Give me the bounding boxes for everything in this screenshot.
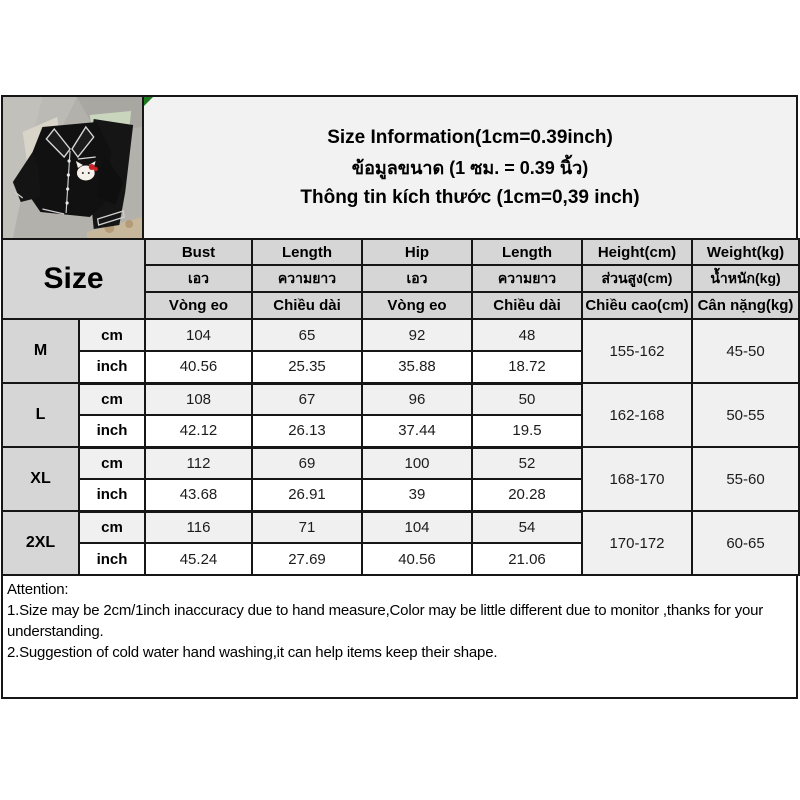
header-hip-th: เอว [362,265,472,292]
size-label-l: L [2,383,79,447]
title-vietnamese: Thông tin kích thước (1cm=0,39 inch) [300,186,640,208]
unit-label-cm: cm [79,319,145,351]
header-bust-vi: Vòng eo [145,292,252,319]
2xl-hip-inch: 40.56 [362,543,472,575]
row-m-cm [2,319,799,351]
2xl-bust-cm: 116 [145,511,252,543]
unit-label-inch: inch [79,415,145,447]
xl-bust-inch: 43.68 [145,479,252,511]
xl-length2-cm: 52 [472,447,582,479]
2xl-length-inch: 27.69 [252,543,362,575]
header-weight-vi: Cân nặng(kg) [692,292,799,319]
m-weight-range: 45-50 [692,319,799,383]
header-length-top-vi: Chiều dài [252,292,362,319]
row-2xl-cm [2,511,799,543]
l-length-inch: 26.13 [252,415,362,447]
green-corner-marker-icon [144,97,153,106]
pajama-photo-illustration [3,97,142,238]
unit-label-inch: inch [79,351,145,383]
l-weight-range: 50-55 [692,383,799,447]
m-hip-cm: 92 [362,319,472,351]
header-length-top-th: ความยาว [252,265,362,292]
size-label-xl: XL [2,447,79,511]
title-english: Size Information(1cm=0.39inch) [327,126,613,148]
m-height-range: 155-162 [582,319,692,383]
xl-height-range: 168-170 [582,447,692,511]
2xl-bust-inch: 45.24 [145,543,252,575]
l-hip-cm: 96 [362,383,472,415]
product-photo [3,97,144,238]
unit-label-cm: cm [79,447,145,479]
m-length2-cm: 48 [472,319,582,351]
2xl-length2-cm: 54 [472,511,582,543]
xl-bust-cm: 112 [145,447,252,479]
header-length-top: Length [252,239,362,265]
attention-note-1: 1.Size may be 2cm/1inch inaccuracy due to hand measure,Color may be little different due to monitor ,thanks for your understanding. [7,602,764,640]
m-length-cm: 65 [252,319,362,351]
attention-heading: Attention: [7,581,69,598]
unit-label-inch: inch [79,479,145,511]
l-length-cm: 67 [252,383,362,415]
header-row-english [2,239,799,265]
header-length-bottom-th: ความยาว [472,265,582,292]
size-table [1,238,800,576]
size-chart-sheet [1,95,798,699]
xl-length2-inch: 20.28 [472,479,582,511]
2xl-length2-inch: 21.06 [472,543,582,575]
title-row [1,95,798,240]
header-bust: Bust [145,239,252,265]
m-bust-inch: 40.56 [145,351,252,383]
l-length2-inch: 19.5 [472,415,582,447]
attention-notes [1,574,798,699]
m-hip-inch: 35.88 [362,351,472,383]
header-height-vi: Chiều cao(cm) [582,292,692,319]
size-information-title [144,97,796,238]
l-bust-cm: 108 [145,383,252,415]
size-label-2xl: 2XL [2,511,79,575]
2xl-weight-range: 60-65 [692,511,799,575]
2xl-height-range: 170-172 [582,511,692,575]
m-length2-inch: 18.72 [472,351,582,383]
2xl-length-cm: 71 [252,511,362,543]
m-length-inch: 25.35 [252,351,362,383]
header-bust-th: เอว [145,265,252,292]
size-header-cell: Size [2,239,145,319]
m-bust-cm: 104 [145,319,252,351]
attention-note-2: 2.Suggestion of cold water hand washing,it can help items keep their shape. [7,644,498,661]
xl-length-cm: 69 [252,447,362,479]
header-hip-vi: Vòng eo [362,292,472,319]
l-length2-cm: 50 [472,383,582,415]
unit-label-cm: cm [79,383,145,415]
2xl-hip-cm: 104 [362,511,472,543]
xl-weight-range: 55-60 [692,447,799,511]
header-weight: Weight(kg) [692,239,799,265]
xl-length-inch: 26.91 [252,479,362,511]
xl-hip-cm: 100 [362,447,472,479]
header-weight-th: น้ำหนัก(kg) [692,265,799,292]
title-thai: ข้อมูลขนาด (1 ซม. = 0.39 นิ้ว) [351,157,589,178]
l-hip-inch: 37.44 [362,415,472,447]
l-bust-inch: 42.12 [145,415,252,447]
header-length-bottom: Length [472,239,582,265]
unit-label-cm: cm [79,511,145,543]
size-label-m: M [2,319,79,383]
unit-label-inch: inch [79,543,145,575]
header-hip: Hip [362,239,472,265]
header-height-th: ส่วนสูง(cm) [582,265,692,292]
l-height-range: 162-168 [582,383,692,447]
header-height: Height(cm) [582,239,692,265]
row-xl-cm [2,447,799,479]
header-length-bottom-vi: Chiều dài [472,292,582,319]
row-l-cm [2,383,799,415]
xl-hip-inch: 39 [362,479,472,511]
